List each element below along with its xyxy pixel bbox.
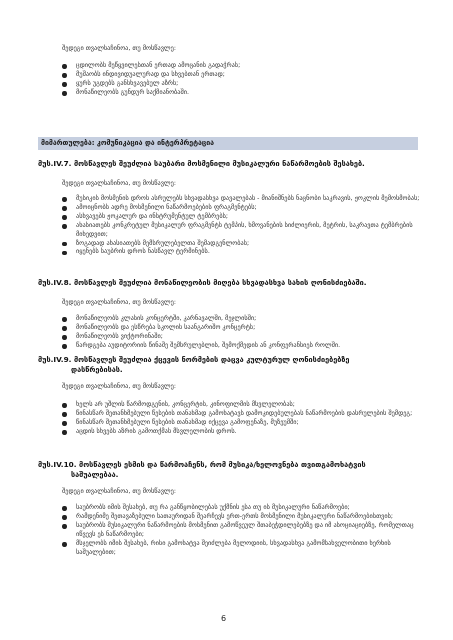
list-item: ხელს არ უშლის წარმოდგენის, კონცერტის, კინოფილმის მსვლელობას; (62, 401, 430, 410)
list-item: მონაწილეობს კლასის კონცერტში, კარნავალში, მეჯლისში; (62, 315, 430, 324)
intro-text: შედეგი თვალსაჩინოა, თუ მოსწავლე: (62, 180, 176, 187)
bullet-icon (62, 206, 67, 211)
list-item: ზოგადად ახასიათებს მემსრულებელთა შემადგენლობას; (62, 240, 430, 249)
list-item: მონაწილეობს გუნდურ საქმიანობაში. (62, 89, 430, 98)
bullet-icon (62, 412, 67, 417)
bullet-list (62, 401, 430, 437)
bullet-icon (62, 506, 67, 511)
intro-text: შედეგი თვალსაჩინოა, თუ მოსწავლე: (62, 488, 176, 495)
bullet-icon (62, 242, 67, 247)
list-item: მუსიკის მოსმენის დროს ასრულებს სხვადასხვა დავალებას - მიანიშნებს ნაცნობი საკრავის, ჟოკლის მემოსმობას; (62, 195, 430, 204)
intro-text: შედეგი თვალსაჩინოა, თუ მოსწავლე: (62, 45, 176, 52)
bullet-icon (62, 73, 67, 78)
bullet-icon (62, 430, 67, 435)
intro-text: შედეგი თვალსაჩინოა, თუ მოსწავლე: (62, 383, 176, 390)
section-heading: მუს.IV.8. მოსწავლეს შეუძლია მონაწილეობის მიღება სხვადასხვა სახის ღონისძიებაში. (38, 278, 367, 287)
bullet-icon (62, 335, 67, 340)
section-heading: მუს.IV.9. მოსწავლეს შეუძლია ქცევის ნორმების დაცვა კულტურულ ღონისძიებებზე დასწრებისას. (38, 355, 350, 374)
bullet-list (62, 62, 430, 98)
bullet-icon (62, 215, 67, 220)
section-heading: მუს.IV.10. მოსწავლეს ესმის და წარმოაჩენს, რომ მუსიკა/ხელოვნება თვითგამოხატვის საშუალებაა. (38, 460, 366, 479)
list-item: წინასწარ შეთანხმებული წესების თანახმად იქცევა გამოფენაზე, მუზეუმში; (62, 419, 430, 428)
bullet-icon (62, 524, 67, 529)
list-item: წინასწარ შეთანხმებული წესების თანახმად გამოხატავს დამოკიდებულებას ნაწარმოების დასრულების შემდეგ; (62, 410, 430, 419)
intro-text: შედეგი თვალსაჩინოა, თუ მოსწავლე: (62, 299, 176, 306)
bullet-list (62, 315, 430, 351)
list-item: ასხვავებს ჟოკალურ და ინსტრუმენტულ ტემბრებს; (62, 213, 430, 222)
list-item: საუბრობს იმის შესახებ, თუ რა განწყობილებას უქმნის ესა თუ ის მუსიკალური ნაწარმოები; (62, 504, 430, 513)
bullet-icon (62, 326, 67, 331)
list-item: მსჯელობს იმის შესახებ, რისი გამოხატვა შეიძლება მელოდიის, სხვადასხვა გამომსახველობითი ხერხის საშუალებით; (62, 540, 430, 558)
list-item: იყენებს საუბრის დროს ნასწავლ ტერმინებს. (62, 248, 430, 257)
list-item: ახასიათებს კონკრეტულ მუსიკალურ ფრაგმენტს ტემპის, ხმოვანების სიძლიერის, მეტრის, საკრავთა ტემბრების მიხედვით; (62, 222, 430, 240)
bullet-list (62, 504, 430, 557)
bullet-icon (62, 197, 67, 202)
bullet-icon (62, 224, 67, 229)
page-number: 6 (221, 614, 227, 623)
bullet-icon (62, 251, 67, 256)
bullet-list (62, 195, 430, 257)
bullet-icon (62, 64, 67, 69)
section-heading: მუს.IV.7. მოსწავლეს შეუძლია საუბარი მოსმენილი მუსიკალური ნაწარმოების შესახებ. (38, 159, 365, 168)
bullet-icon (62, 542, 67, 547)
list-item: აცდის სხვებს აზრის გამოთქმას მსვლელობის დროს. (62, 428, 430, 437)
bullet-icon (62, 344, 67, 349)
list-item: მონაწილეობს და ესწრება სკოლის საანგარიშო კონცერტს; (62, 324, 430, 333)
list-item: ამოიცნობს ადრე მოსმენილი ნაწარმოებების ფრაგმენტებს; (62, 204, 430, 213)
bullet-icon (62, 82, 67, 87)
list-item: რამდენიმე შეთავაზებული სათაურიდან შეარჩევს ერთ-ერთს მოსმენილი მუსიკალური ნაწარმოებისთვის; (62, 513, 430, 522)
bullet-icon (62, 403, 67, 408)
list-item: მუშაობს ინდივიდუალურად და სხვებთან ერთად; (62, 71, 430, 80)
list-item: მონაწილეობს ვიქტორინაში; (62, 333, 430, 342)
bullet-icon (62, 421, 67, 426)
list-item: ყურს უგდებს განსხვავებულ აზრს; (62, 80, 430, 89)
bullet-icon (62, 317, 67, 322)
bullet-icon (62, 91, 67, 96)
list-item: ცდილობს მეწყვილესთან ერთად ამოცანის გადაჭრას; (62, 62, 430, 71)
section-band (38, 137, 418, 150)
list-item: საუბრობს მუსიკალური ნაწარმოების მოსმენით გამოწვეულ შთაბეჭდილებებზე და იმ ასოციაციებზე, რომელთაც იწვევს ეს ნაწარმოები; (62, 522, 430, 540)
band-title: მიმართულება: კომუნიკაცია და ინტერპრეტაცია (41, 139, 215, 147)
bullet-icon (62, 515, 67, 520)
list-item: წარდგება აუდიტორიის წინაშე შემსრულებლის, შემოქმედის ან კონფერანსიეს როლში. (62, 342, 430, 351)
